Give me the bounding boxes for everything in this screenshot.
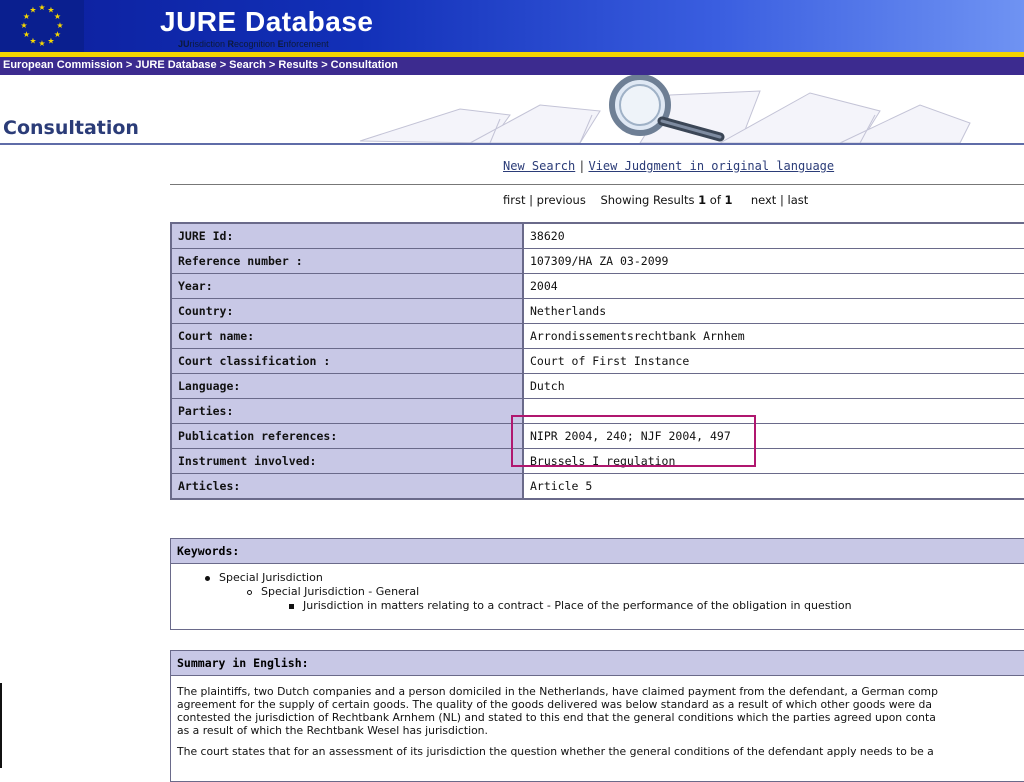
table-row	[171, 474, 1024, 500]
field-label: Publication references:	[171, 424, 523, 449]
field-value: Netherlands	[523, 299, 1024, 324]
pager-separator: |	[529, 193, 534, 207]
svg-text:★: ★	[29, 5, 37, 15]
list-item: Special Jurisdiction - General	[247, 585, 419, 598]
table-row	[171, 349, 1024, 374]
pager-first-link[interactable]: first	[503, 193, 526, 207]
breadcrumb-bar	[0, 57, 1024, 75]
summary-paragraph: The plaintiffs, two Dutch companies and a person domiciled in the Netherlands, have claimed payment from the defendant, a German comp agreement for the supply of certain goods. The quality of the goods delivered was below standard as a result of which other goods were da contested the jurisdiction of Rechtbank Arnhem (NL) and stated to this end that the general conditions which the parties agreed upon conta as a result of which the Rechtbank Wesel has jurisdiction.	[177, 685, 938, 737]
field-label: JURE Id:	[171, 223, 523, 249]
field-value: Brussels I regulation	[523, 449, 1024, 474]
page-title: Consultation	[3, 117, 139, 139]
field-value: Dutch	[523, 374, 1024, 399]
summary-text	[177, 685, 1024, 766]
header-banner	[0, 0, 1024, 52]
svg-text:★: ★	[20, 21, 28, 30]
results-pager	[503, 193, 808, 207]
site-title: JURE Database	[160, 6, 374, 37]
svg-text:★: ★	[22, 30, 31, 39]
pager-next-link[interactable]: next	[750, 193, 777, 207]
new-search-link[interactable]: New Search	[503, 159, 576, 173]
pager-previous-link[interactable]: previous	[536, 193, 586, 207]
pager-separator: |	[779, 193, 784, 207]
window-edge	[0, 683, 2, 768]
svg-text:★: ★	[47, 5, 55, 15]
site-subtitle: JUrisdiction Recognition Enforcement	[178, 39, 329, 49]
view-judgment-link[interactable]: View Judgment in original language	[588, 159, 835, 173]
page-header	[0, 75, 1024, 145]
field-value: Article 5	[523, 474, 1024, 500]
list-item: Special Jurisdiction	[205, 571, 323, 584]
field-label: Parties:	[171, 399, 523, 424]
table-row	[171, 324, 1024, 349]
table-row	[171, 223, 1024, 249]
svg-text:★: ★	[38, 39, 46, 48]
square-bullet-icon	[289, 604, 294, 609]
table-row	[171, 249, 1024, 274]
summary-heading: Summary in English:	[171, 651, 1024, 676]
field-label: Articles:	[171, 474, 523, 500]
links-divider	[170, 184, 1024, 185]
current-result: 1	[698, 193, 707, 207]
field-label: Court name:	[171, 324, 523, 349]
case-details-table	[170, 222, 1024, 500]
filled-circle-bullet-icon	[205, 576, 210, 581]
field-label: Country:	[171, 299, 523, 324]
pager-last-link[interactable]: last	[787, 193, 809, 207]
svg-text:★: ★	[22, 12, 31, 21]
table-row	[171, 374, 1024, 399]
table-row	[171, 274, 1024, 299]
field-label: Reference number :	[171, 249, 523, 274]
field-label: Court classification :	[171, 349, 523, 374]
list-item: Jurisdiction in matters relating to a contract - Place of the performance of the obligation in question	[289, 599, 852, 612]
field-value: 2004	[523, 274, 1024, 299]
header-rule	[0, 143, 1024, 145]
svg-text:★: ★	[56, 21, 64, 30]
field-value: Arrondissementsrechtbank Arnhem	[523, 324, 1024, 349]
link-separator: |	[578, 159, 586, 173]
summary-paragraph: The court states that for an assessment of its jurisdiction the question whether the general conditions of the defendant apply needs to be a	[177, 745, 934, 758]
breadcrumb: European Commission > JURE Database > Search > Results > Consultation	[3, 59, 398, 71]
total-results: 1	[724, 193, 733, 207]
field-value: Court of First Instance	[523, 349, 1024, 374]
table-row	[171, 449, 1024, 474]
hollow-circle-bullet-icon	[247, 590, 252, 595]
action-links	[503, 159, 834, 173]
table-row	[171, 424, 1024, 449]
svg-text:★: ★	[38, 3, 46, 12]
table-row	[171, 399, 1024, 424]
table-row	[171, 299, 1024, 324]
field-value: NIPR 2004, 240; NJF 2004, 497	[523, 424, 1024, 449]
svg-text:★: ★	[29, 36, 37, 46]
showing-results-label: Showing Results	[600, 193, 695, 207]
field-label: Language:	[171, 374, 523, 399]
eu-flag-logo	[0, 0, 84, 52]
svg-text:★: ★	[53, 30, 62, 39]
field-label: Year:	[171, 274, 523, 299]
keywords-heading: Keywords:	[171, 539, 1024, 564]
magnifier-papers-illustration	[340, 75, 980, 145]
field-value: 107309/HA ZA 03-2099	[523, 249, 1024, 274]
of-label: of	[709, 193, 721, 207]
svg-text:★: ★	[47, 36, 55, 46]
field-value	[523, 399, 1024, 424]
keywords-panel	[170, 538, 1024, 630]
field-label: Instrument involved:	[171, 449, 523, 474]
field-value: 38620	[523, 223, 1024, 249]
summary-panel	[170, 650, 1024, 782]
svg-text:★: ★	[53, 12, 62, 21]
